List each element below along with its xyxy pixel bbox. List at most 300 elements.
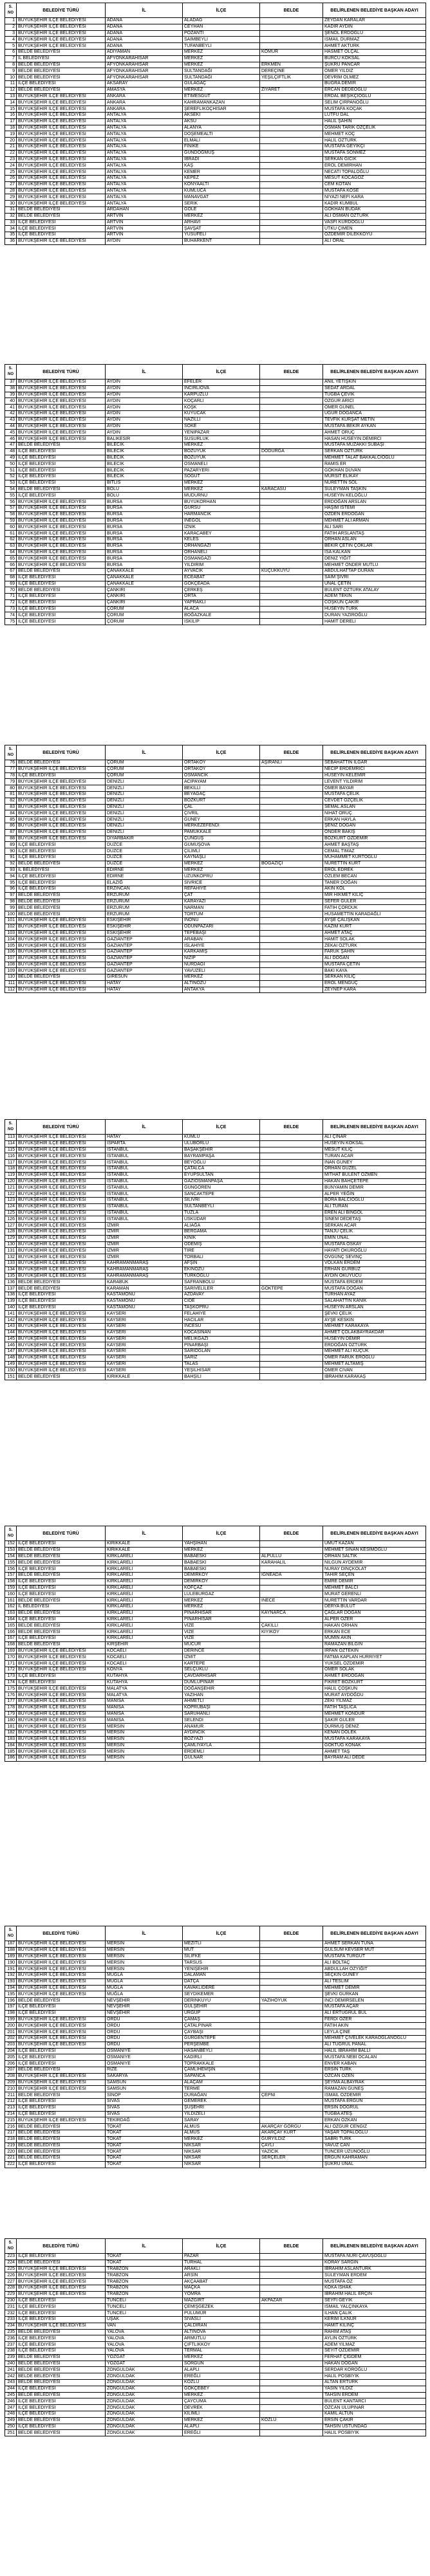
cell-no: 195 (5, 1991, 17, 1998)
cell-belde (260, 1616, 323, 1623)
cell-tur: BELDE BELEDİYESİ (17, 911, 106, 918)
table-row (5, 892, 426, 899)
cell-ilce: TALAS (183, 1361, 260, 1367)
cell-tur: BÜYÜKŞEHİR İLÇE BELEDİYESİ (17, 1661, 106, 1667)
cell-ilce: ÇAVDARHİSAR (183, 1673, 260, 1679)
cell-tur: İLÇE BELEDİYESİ (17, 2398, 106, 2405)
table-row (5, 505, 426, 511)
cell-tur: İLÇE BELEDİYESİ (17, 1585, 106, 1591)
cell-belde (260, 232, 323, 239)
cell-il: KIRIKKALE (106, 1374, 183, 1380)
cell-baskan: MUSTAFA KOÇAK (323, 106, 426, 113)
cell-baskan: ERGÜN KAHRAMAN (323, 2155, 426, 2162)
candidate-table (5, 364, 426, 625)
cell-baskan: BAYRAM ALİ DEDE (323, 1755, 426, 1762)
cell-baskan: GÖKHAN DUVAN (323, 468, 426, 474)
cell-baskan: MURAT GERENLİ (323, 1591, 426, 1598)
cell-baskan: ZEYNEP KARA (323, 987, 426, 993)
cell-tur: BÜYÜKŞEHİR İLÇE BELEDİYESİ (17, 2086, 106, 2092)
cell-belde (260, 473, 323, 480)
table-row (5, 493, 426, 499)
cell-ilce: MERKEZ (183, 486, 260, 493)
cell-tur: İLÇE BELEDİYESİ (17, 232, 106, 239)
cell-no: 6 (5, 49, 17, 55)
cell-tur: BELDE BELEDİYESİ (17, 974, 106, 981)
table-row (5, 1355, 426, 1361)
table-row (5, 1165, 426, 1172)
cell-baskan: HÜSEYİN KÖKSAL (323, 1140, 426, 1147)
cell-il: ORDU (106, 2016, 183, 2023)
cell-baskan: ÖMER CIVAN (323, 1367, 426, 1374)
cell-ilce: KONYAALTI (183, 181, 260, 188)
cell-ilce: ORTAKÖY (183, 766, 260, 772)
cell-belde (260, 1749, 323, 1755)
cell-tur: BÜYÜKŞEHİR İLÇE BELEDİYESİ (17, 1724, 106, 1730)
cell-il: ARDAHAN (106, 206, 183, 213)
cell-belde (260, 181, 323, 188)
cell-belde (260, 1203, 323, 1210)
cell-tur: İLÇE BELEDİYESİ (17, 581, 106, 587)
cell-ilce: VİZE (183, 1635, 260, 1641)
cell-baskan: MUSTAFA SÖNMEZ (323, 150, 426, 156)
cell-belde (260, 2035, 323, 2042)
cell-ilce: OSMANCIK (183, 772, 260, 779)
cell-belde (260, 175, 323, 181)
table-row (5, 1349, 426, 1355)
cell-il: DÜZCE (106, 848, 183, 855)
table-row (5, 2142, 426, 2149)
table-row (5, 2254, 426, 2260)
table-row (5, 18, 426, 24)
cell-ilce: AHMETLİ (183, 1698, 260, 1704)
cell-no: 104 (5, 936, 17, 943)
cell-no: 47 (5, 442, 17, 448)
cell-baskan: ADEM YILMAZ (323, 2342, 426, 2348)
table-row (5, 836, 426, 842)
cell-ilce: ÇERKEŞ (183, 587, 260, 594)
cell-il: TOKAT (106, 2124, 183, 2130)
cell-belde (260, 2291, 323, 2297)
cell-no: 231 (5, 2304, 17, 2310)
cell-ilce: SULTANDAĞI (183, 68, 260, 75)
cell-no: 192 (5, 1972, 17, 1978)
cell-no: 49 (5, 455, 17, 461)
cell-belde: İĞNEADA (260, 1572, 323, 1578)
table-row (5, 430, 426, 436)
cell-ilce: DEMİRKÖY (183, 1578, 260, 1585)
cell-belde (260, 1991, 323, 1998)
cell-il: BİLECİK (106, 468, 183, 474)
cell-tur: BÜYÜKŞEHİR İLÇE BELEDİYESİ (17, 1273, 106, 1279)
cell-belde (260, 829, 323, 836)
candidate-table (5, 1926, 426, 2168)
cell-baskan: BÜLENT ÖZTÜRK ATALAY (323, 587, 426, 594)
cell-baskan: SEYİT ÖZDEMİR (323, 2348, 426, 2354)
cell-il: MANİSA (106, 1711, 183, 1717)
cell-belde (260, 1135, 323, 1141)
cell-il: AFYONKARAHİSAR (106, 75, 183, 81)
cell-baskan: SERKAN KILIÇ (323, 974, 426, 981)
cell-ilce: ARSİN (183, 2272, 260, 2279)
column-header-tur: BELEDİYE TÜRÜ (17, 3, 106, 18)
cell-belde (260, 1329, 323, 1336)
table-row (5, 68, 426, 75)
table-row (5, 854, 426, 861)
cell-tur: İLÇE BELEDİYESİ (17, 2010, 106, 2016)
cell-ilce: HARMANCIK (183, 511, 260, 518)
table-row (5, 2405, 426, 2411)
table-row (5, 2392, 426, 2398)
cell-no: 114 (5, 1140, 17, 1147)
cell-il: ANTALYA (106, 194, 183, 201)
table-row (5, 100, 426, 106)
cell-il: NEVŞEHİR (106, 1998, 183, 2004)
cell-il: İSTANBUL (106, 1203, 183, 1210)
cell-no: 142 (5, 1317, 17, 1324)
table-row (5, 163, 426, 169)
cell-ilce: SULTANDAĞI (183, 75, 260, 81)
cell-belde (260, 18, 323, 24)
cell-belde: AKARÇAY KURT (260, 2130, 323, 2136)
cell-baskan: NURETTİN KURT (323, 861, 426, 867)
table-row (5, 1623, 426, 1629)
cell-tur: BÜYÜKŞEHİR İLÇE BELEDİYESİ (17, 2117, 106, 2124)
cell-baskan: AKIN KOL (323, 886, 426, 892)
cell-ilce: KOFÇAZ (183, 1585, 260, 1591)
cell-tur: BÜYÜKŞEHİR İLÇE BELEDİYESİ (17, 125, 106, 131)
cell-il: ANTALYA (106, 131, 183, 138)
cell-il: İSTANBUL (106, 1216, 183, 1223)
cell-il: ESKİŞEHİR (106, 924, 183, 930)
cell-ilce: SARUHANLI (183, 1711, 260, 1717)
cell-ilce: ANAMUR (183, 1724, 260, 1730)
table-header-row (5, 1926, 426, 1941)
table-row (5, 1717, 426, 1724)
cell-no: 246 (5, 2398, 17, 2405)
cell-ilce: MANAVGAT (183, 194, 260, 201)
cell-ilce: MERKEZEFENDİ (183, 823, 260, 829)
table-row (5, 468, 426, 474)
cell-baskan: ALİ OSMAN ÖZTÜRK (323, 213, 426, 219)
cell-il: BİLECİK (106, 442, 183, 448)
cell-no: 211 (5, 2092, 17, 2099)
cell-ilce: ÇİVRİL (183, 810, 260, 817)
cell-no: 56 (5, 499, 17, 506)
cell-tur: İLÇE BELEDİYESİ (17, 619, 106, 625)
cell-ilce: YILDIRIM (183, 562, 260, 569)
cell-baskan: İBRAHİM HALİL ERÇİN (323, 2291, 426, 2297)
table-row (5, 2092, 426, 2099)
cell-no: 169 (5, 1648, 17, 1654)
cell-tur: BELDE BELEDİYESİ (17, 2142, 106, 2149)
cell-no: 29 (5, 194, 17, 201)
cell-no: 18 (5, 125, 17, 131)
cell-il: NEVŞEHİR (106, 2004, 183, 2010)
cell-tur: BÜYÜKŞEHİR İLÇE BELEDİYESİ (17, 936, 106, 943)
cell-il: BOLU (106, 493, 183, 499)
cell-il: VAN (106, 2323, 183, 2329)
cell-no: 180 (5, 1717, 17, 1724)
cell-ilce: ORTA (183, 594, 260, 600)
cell-il: SİVAS (106, 2105, 183, 2111)
cell-ilce: MERKEZ (183, 62, 260, 68)
table-row (5, 1279, 426, 1286)
cell-no: 95 (5, 880, 17, 886)
cell-baskan: AHMET SERKAN TUNA (323, 1941, 426, 1948)
cell-tur: BÜYÜKŞEHİR İLÇE BELEDİYESİ (17, 549, 106, 556)
cell-tur: İLÇE BELEDİYESİ (17, 2161, 106, 2168)
cell-il: ZONGULDAK (106, 2411, 183, 2417)
cell-il: ZONGULDAK (106, 2373, 183, 2380)
cell-il: TOKAT (106, 2136, 183, 2142)
cell-ilce: ÇİLİMLİ (183, 848, 260, 855)
cell-baskan: COŞKUN ÇAKIR (323, 599, 426, 606)
cell-belde (260, 461, 323, 468)
cell-no: 152 (5, 1541, 17, 1548)
cell-belde (260, 1191, 323, 1198)
table-row (5, 2155, 426, 2162)
cell-no: 227 (5, 2279, 17, 2285)
table-row (5, 1704, 426, 1711)
cell-baskan: BÜNYAMİN DEMİR (323, 1185, 426, 1191)
cell-belde (260, 1960, 323, 1966)
cell-belde (260, 785, 323, 792)
cell-no: 168 (5, 1641, 17, 1648)
cell-no: 131 (5, 1248, 17, 1254)
table-row (5, 1342, 426, 1349)
cell-tur: İLÇE BELEDİYESİ (17, 2335, 106, 2342)
cell-tur: İLÇE BELEDİYESİ (17, 2310, 106, 2317)
cell-tur: BÜYÜKŞEHİR İLÇE BELEDİYESİ (17, 1235, 106, 1241)
cell-il: MERSİN (106, 1736, 183, 1742)
cell-no: 244 (5, 2386, 17, 2392)
cell-belde (260, 1279, 323, 1286)
table-header-row (5, 2239, 426, 2254)
table-row (5, 612, 426, 619)
column-header-il: İL (106, 3, 183, 18)
cell-no: 1 (5, 18, 17, 24)
cell-il: ÇORUM (106, 619, 183, 625)
cell-ilce: SÖĞÜT (183, 473, 260, 480)
cell-tur: BÜYÜKŞEHİR İLÇE BELEDİYESİ (17, 18, 106, 24)
cell-ilce: BOZÜYÜK (183, 448, 260, 455)
cell-il: ANTALYA (106, 156, 183, 163)
table-row (5, 1374, 426, 1380)
cell-tur: BELDE BELEDİYESİ (17, 2392, 106, 2398)
column-header-tur: BELEDİYE TÜRÜ (17, 365, 106, 379)
cell-belde: DODURGA (260, 448, 323, 455)
cell-il: GAZİANTEP (106, 936, 183, 943)
table-row (5, 1553, 426, 1560)
cell-ilce: YAVUZELİ (183, 968, 260, 974)
cell-no: 197 (5, 2004, 17, 2010)
cell-ilce: MERKEZ (183, 49, 260, 55)
cell-baskan: TANER DOĞAN (323, 880, 426, 886)
cell-ilce: GEMEREK (183, 2098, 260, 2105)
cell-no: 133 (5, 1260, 17, 1266)
cell-il: İZMİR (106, 1241, 183, 1248)
cell-belde (260, 1197, 323, 1203)
cell-tur: İLÇE BELEDİYESİ (17, 574, 106, 581)
table-row (5, 2136, 426, 2142)
cell-no: 248 (5, 2411, 17, 2417)
cell-belde (260, 2004, 323, 2010)
cell-belde (260, 2042, 323, 2048)
table-row (5, 1323, 426, 1329)
cell-baskan: ZEYDAN KARALAR (323, 18, 426, 24)
cell-tur: İLÇE BELEDİYESİ (17, 873, 106, 880)
cell-tur: BÜYÜKŞEHİR İLÇE BELEDİYESİ (17, 1191, 106, 1198)
cell-baskan: ALİ TURAN (323, 1203, 426, 1210)
table-row (5, 2130, 426, 2136)
cell-belde (260, 1941, 323, 1948)
cell-belde (260, 1172, 323, 1178)
cell-ilce: BOĞAZKALE (183, 612, 260, 619)
table-row (5, 2029, 426, 2036)
cell-no: 8 (5, 62, 17, 68)
table-row (5, 106, 426, 113)
cell-tur: İLÇE BELEDİYESİ (17, 2105, 106, 2111)
cell-belde (260, 930, 323, 936)
cell-belde: YEŞİLÇİFTLİK (260, 75, 323, 81)
cell-no: 7 (5, 55, 17, 62)
cell-ilce: SELENDİ (183, 1717, 260, 1724)
cell-ilce: KARPUZLU (183, 392, 260, 398)
cell-ilce: ÇAT (183, 892, 260, 899)
cell-il: AFYONKARAHİSAR (106, 68, 183, 75)
cell-ilce: MERKEZ (183, 1603, 260, 1610)
cell-baskan: ÜNAL ÇETİN (323, 581, 426, 587)
cell-ilce: SİVASLI (183, 2316, 260, 2323)
cell-no: 80 (5, 785, 17, 792)
cell-tur: BÜYÜKŞEHİR İLÇE BELEDİYESİ (17, 1317, 106, 1324)
cell-tur: BÜYÜKŞEHİR İLÇE BELEDİYESİ (17, 924, 106, 930)
cell-il: ANTALYA (106, 181, 183, 188)
cell-no: 5 (5, 43, 17, 50)
cell-no: 115 (5, 1147, 17, 1153)
cell-ilce: SİLİFKE (183, 1953, 260, 1960)
cell-il: GİRESUN (106, 974, 183, 981)
cell-baskan: MEHMET KARAKAYA (323, 1323, 426, 1329)
cell-baskan: MEHMET ALİ ARMAN (323, 518, 426, 524)
cell-baskan: KOKA İSHAK (323, 2285, 426, 2291)
cell-tur: BELDE BELEDİYESİ (17, 2155, 106, 2162)
cell-il: AYDIN (106, 405, 183, 411)
cell-ilce: ETİMESGUT (183, 93, 260, 100)
cell-belde (260, 899, 323, 905)
table-row (5, 1673, 426, 1679)
cell-il: EDİRNE (106, 867, 183, 873)
cell-belde (260, 2117, 323, 2124)
cell-baskan: ALİ ÖZGÜR CENGİZ (323, 2124, 426, 2130)
cell-ilce: MERKEZ (183, 1547, 260, 1553)
cell-tur: BÜYÜKŞEHİR İLÇE BELEDİYESİ (17, 1648, 106, 1654)
cell-baskan: BOZKURT ÖZDEMİR (323, 836, 426, 842)
cell-belde (260, 836, 323, 842)
cell-tur: BÜYÜKŞEHİR İLÇE BELEDİYESİ (17, 138, 106, 144)
cell-belde (260, 581, 323, 587)
cell-ilce: FELAHİYE (183, 1311, 260, 1317)
cell-baskan: İRFAN ÖZTEKİN (323, 1648, 426, 1654)
cell-no: 33 (5, 219, 17, 226)
cell-ilce: GÜMÜŞOVA (183, 842, 260, 848)
cell-ilce: YUSUFELİ (183, 232, 260, 239)
cell-baskan: HAYATİ OKUROĞLU (323, 1248, 426, 1254)
column-header-no: S. NO (5, 1526, 17, 1541)
cell-ilce: EFELER (183, 379, 260, 386)
table-row (5, 1361, 426, 1367)
cell-tur: BÜYÜKŞEHİR İLÇE BELEDİYESİ (17, 930, 106, 936)
table-row (5, 772, 426, 779)
cell-no: 9 (5, 68, 17, 75)
cell-il: BURSA (106, 549, 183, 556)
table-row (5, 1216, 426, 1223)
cell-no: 42 (5, 410, 17, 417)
cell-il: KAYSERİ (106, 1317, 183, 1324)
cell-il: ZONGULDAK (106, 2405, 183, 2411)
cell-belde (260, 1165, 323, 1172)
cell-no: 90 (5, 848, 17, 855)
cell-no: 141 (5, 1311, 17, 1317)
cell-belde (260, 2411, 323, 2417)
cell-il: BURSA (106, 562, 183, 569)
table-row (5, 2411, 426, 2417)
cell-tur: İLÇE BELEDİYESİ (17, 1673, 106, 1679)
cell-il: DENİZLİ (106, 823, 183, 829)
cell-belde (260, 1578, 323, 1585)
cell-baskan: AHMET TAŞ (323, 1749, 426, 1755)
cell-no: 111 (5, 980, 17, 987)
cell-no: 53 (5, 480, 17, 486)
table-row (5, 943, 426, 949)
cell-belde (260, 2430, 323, 2436)
cell-baskan: KADİR KUMBUL (323, 201, 426, 207)
cell-ilce: BABAESKİ (183, 1560, 260, 1566)
cell-ilce: KEMER (183, 169, 260, 176)
cell-il: DÜZCE (106, 854, 183, 861)
cell-belde (260, 2367, 323, 2373)
cell-ilce: VİZE (183, 1629, 260, 1636)
table-row (5, 2079, 426, 2086)
cell-no: 249 (5, 2417, 17, 2424)
cell-belde (260, 1355, 323, 1361)
cell-no: 40 (5, 398, 17, 405)
cell-il: KARABÜK (106, 1279, 183, 1286)
cell-tur: BELDE BELEDİYESİ (17, 861, 106, 867)
cell-belde (260, 2067, 323, 2073)
cell-tur: BÜYÜKŞEHİR İLÇE BELEDİYESİ (17, 798, 106, 804)
cell-baskan: HAŞİM İSTEMİ (323, 505, 426, 511)
cell-tur: BÜYÜKŞEHİR İLÇE BELEDİYESİ (17, 1755, 106, 1762)
cell-belde (260, 1216, 323, 1223)
cell-baskan: OSMAN TARIK ÖZÇELİK (323, 125, 426, 131)
cell-il: KAYSERİ (106, 1367, 183, 1374)
cell-ilce: BÜYÜKORHAN (183, 499, 260, 506)
cell-baskan: RAMAZAN GÜNEŞ (323, 2086, 426, 2092)
cell-tur: BÜYÜKŞEHİR İLÇE BELEDİYESİ (17, 1223, 106, 1229)
cell-il: ANTALYA (106, 112, 183, 118)
cell-belde (260, 2342, 323, 2348)
cell-baskan: EMİN ÜNAL (323, 1235, 426, 1241)
cell-il: ANTALYA (106, 150, 183, 156)
cell-ilce: SUSURLUK (183, 436, 260, 443)
candidate-table (5, 2238, 426, 2436)
cell-tur: BÜYÜKŞEHİR İLÇE BELEDİYESİ (17, 150, 106, 156)
cell-no: 177 (5, 1698, 17, 1704)
cell-belde (260, 968, 323, 974)
table-row (5, 968, 426, 974)
cell-baskan: ENVER KABAN (323, 2061, 426, 2067)
